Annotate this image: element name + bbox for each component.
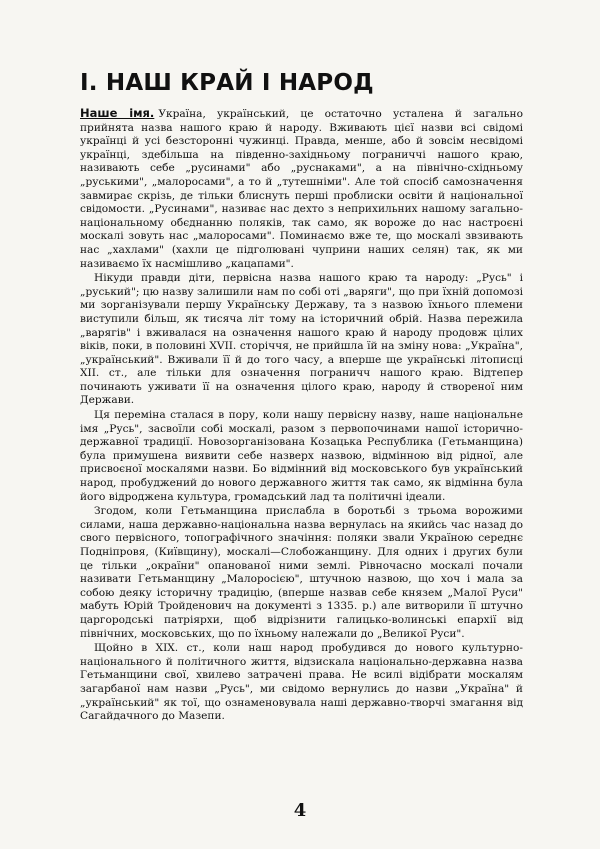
- chapter-title: I. НАШ КРАЙ І НАРОД: [80, 70, 374, 96]
- paragraph: [80, 107, 523, 271]
- chapter-body: [80, 107, 523, 724]
- paragraph: Нікуди правди діти, первісна назва нашого краю та народу: „Русь" і „руський"; цю назву залишили нам по собі оті „варяги", що при їхній допомозі ми зорганізували першу Українську Державу, та з назвою їхнього племени виступили більш, як тисяча літ тому на історичний обрій. Назва пережила „варягів" і вживалася на означення нашого краю й народу продовж цілих віків, поки, в половині XVII. сторіччя, не прийшла їй на зміну нова: „Україна", „український". Вживали її й до того часу, а вперше ще українські літописці XII. ст., але тільки для означення пограничч нашого краю. Відтепер починають уживати її на означення цілого краю, народу й створеної ним Держави.: [80, 272, 523, 407]
- section-lead: Наше імя.: [80, 106, 155, 120]
- paragraph-text: Україна, український, це остаточно усталена й загально прийнята назва нашого краю й народу. Вживають цієї назви всі свідомі українці й усі безсторонні чужинці. Правда, менше, або й зовсім несвідомі українці, здебільша на південно-західньому пограниччі нашого краю, називають себе „русинами" або „руснаками", а на північно-східньому „руськими", „малоросами", а то й „тутешніми". Але той спосіб самозначення завмирає скрізь, де тільки блиснуть перші проблиски освіти й національної свідомости. „Русинами", називає нас дехто з неприхильних нашому загально-національному обєднанню поляків, так само, як вороже до нас настроєні москалі зовуть нас „малоросами". Поминаємо вже те, що москалі звзивають нас „хахлами" (хахли це підголювані чуприни наших селян) так, як ми називаємо їх насмішливо „кацапами".: [80, 108, 523, 270]
- paragraph: Щойно в XIX. ст., коли наш народ пробудився до нового культурно-національного й політичного життя, відзискала національно-державна назва Гетьманщини свої, хвилево затрачені права. Не всилі відібрати москалям загарбаної нам назви „Русь", ми свідомо вернулись до назви „Україна" й „український" як тої, що ознаменовувала наші державно-творчі змагання від Сагайдачного до Мазепи.: [80, 642, 523, 723]
- paragraph: Згодом, коли Гетьманщина прислабла в боротьбі з трьома ворожими силами, наша державно-національна назва вернулась на якийсь час назад до свого первісного, топографічного значіння: поляки звали Україною середнє Подніпровя, (Київщину), москалі—Слобожанщину. Для одних і других були це тільки „окраїни" опанованої ними землі. Рівночасно москалі почали називати Гетьманщину „Малоросією", штучною назвою, що хоч і мала за собою деяку історичну традицію, (вперше назвав себе князем „Малої Руси" мабуть Юрій Тройденович на документі з 1335. р.) але витворили її штучно царгородські патріярхи, щоб відрізнити галицько-волинські епархії від північних, московських, що по їхньому належали до „Великої Руси".: [80, 505, 523, 640]
- paragraph: Ця переміна сталася в пору, коли нашу первісну назву, наше національне імя „Русь", засвоїли собі москалі, разом з первопочинами нашої історично-державної традиції. Новозорганізована Козацька Республика (Гетьманщина) була примушена виявити себе назверх назвою, відмінною від рідної, але присвоєної москалями назви. Бо відмінний від московського був український народ, пробуджений до нового державного життя так само, як відмінна була його відроджена культура, громадський лад та політичні ідеали.: [80, 409, 523, 503]
- page-number: 4: [293, 800, 307, 821]
